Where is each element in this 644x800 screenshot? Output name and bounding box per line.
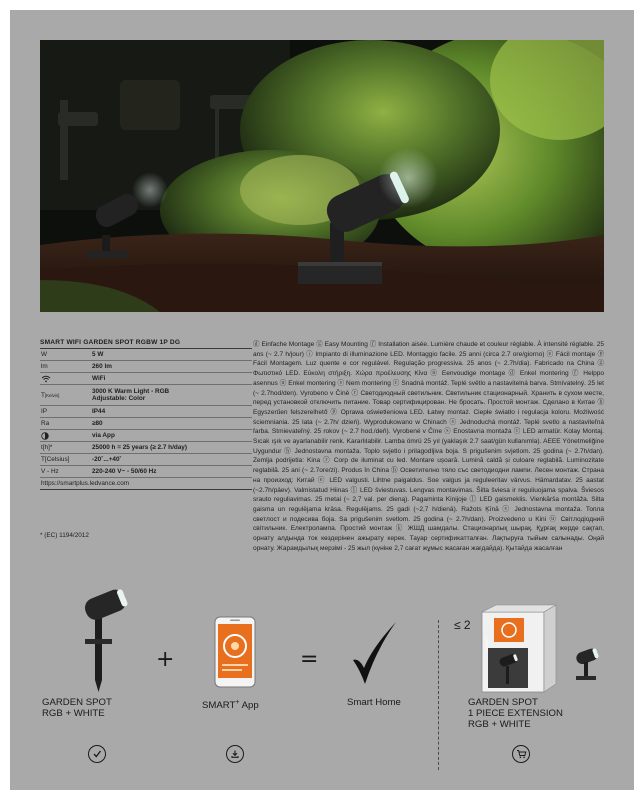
spec-value: IP44 xyxy=(92,407,106,415)
app-label: SMART+ App xyxy=(202,699,259,712)
multilingual-description: ⓓ Einfache Montage ⓖ Easy Mounting ⓕ Installation aisée. Lumière chaude et couleur réglable. À intensité réglable. 25 ans (~ 2.7 h/jour) ⓘ Impianto di illuminazione LED. Montaggio facile. 25 anni (circa 2.7 ore/giorno) ⓔ Fácil montaje ⓟ Fácil Montagem. Luz quente e cor regulável. Regulação progressiva. 25 anos (~ 2.7h/dia). Fabricado na China ⓖ Φωτιστικό LED. Εύκολη στήριξη. Χώρα προέλευσης Κίνα ⓝ Eenvoudige montage ⓓ Enkel montering ⓕ Helppo asennus ⓝ Enkel montering ⓢ Nem montering ⓒ Snadná montáž. Teplé světlo a nastavitelná barva. Stmívatelný. 25 let (~ 2.7hod/den). Vyrobeno v Číně ⓡ Светодиодный светильник. Светильник стационарный. Хранить в сухом месте, перед установкой отключить питание. Товар сертифицирован. Не бросать. Простой монтаж. Сделано в Китае ⓗ Egyszerűen felszerelhető ⓟ Oprawa oświetleniowa LED. Łatwy montaż. Ciepłe światło i regulacja koloru. Możliwość ściemniania. 25 lata (~ 2.7h/ dzień). Wyprodukowano w Chinach ⓢ Jednoduchá montáž. Teplé svetlo a nastaviteľná farba. Stmievateľný. 25 rokov (~ 2.7 hod./deň). Vyrobené v Číne ⓢ Enostavna montaža ⓣ LED armatür. Kolay Montaj. Sıcak ışık ve ayarlanabilir renk. Kararlılabilir. Lamba ömrü 25 yıl (yaklaşık 2.7 saat/gün kullanımla). AEEE Yönetmeliğine Uygundur ⓗ Jednostavna montaža. Toplo svjetlo i prilagodljiva boja. S prigušenim svjetlom. 25 godina (~ 2.7h/dan). Zemlja podrijetla: Kina ⓡ Corp de iluminat cu led. Montare ușoară. Lumină caldă și culoare reglabilă. Luminozitate reglabilă. 25 ani (~ 2.7ore/zi). Produs în China ⓑ Осветително тяло със светодиодни лампи. Лесен монтаж. Страна на произход: Китай ⓔ LED valgusti. Lihtne paigaldus. Soe valgus ja reguleeritav värvus. Hämardatav. 25 aastat (~2.7h/päev). Valmistatud Hiinas ⓛ LED šviestuvas. Lengvas montavimas. Šilta šviesa ir reguliuojama spalva. Šviesos srauto reguliavimas. 25 metai (~ 2,7 val. per dieną). Pagaminta Kinijoje ⓛ LED gaismeklis. Vienkārša montāža. Silta gaisma un regulējama krāsa. Regulējams. 25 gadi (~2,7 h/dienā). Ražots Ķīnā ⓢ Jednostavna montaža. Топла светлост и подесива боја. Sa prigušenim svetlom. 25 godina (~ 2.7h/dan). Proizvedeno u Kini ⓤ Світлодіодний світильник. Електролампа. Простий монтаж ⓚ ЖШД шамдалы. Стационарлық шырақ. Құрғақ жерде сақтап, орнату алдында ток көздерінен ажырату керек. Тауар сертификатталған. Лақтыруға тыйым салынады. Оңай орнату. Жарамдылық мерзімі - 25 жыл (күніне 2,7 сағат жұмыс жасаған жағдайда). Қытайда жасалған xyxy=(253,341,604,552)
spec-key: V - Hz xyxy=(41,468,59,475)
plus-sign: + xyxy=(156,647,175,672)
smart-home-label: Smart Home xyxy=(347,697,401,708)
spec-value: 220-240 V~ - 50/60 Hz xyxy=(92,467,157,475)
spec-row-lumen xyxy=(40,361,252,373)
spec-row-wifi xyxy=(40,373,252,385)
spec-row-lifetime xyxy=(40,442,252,454)
product-photo xyxy=(40,40,604,312)
spec-key: lm xyxy=(41,363,48,370)
spec-key: Ra xyxy=(41,420,50,427)
spec-value: via App xyxy=(92,431,115,439)
checkmark-icon xyxy=(88,745,106,763)
system-overview xyxy=(10,570,634,790)
garden-spot-label: GARDEN SPOT RGB + WHITE xyxy=(42,697,112,719)
spec-row-ip xyxy=(40,406,252,418)
download-icon xyxy=(226,745,244,763)
box-brand-label: SMART+ xyxy=(484,634,489,651)
spec-key: IP xyxy=(41,408,48,415)
spec-row-dimming xyxy=(40,430,252,442)
large-checkmark-icon xyxy=(350,618,400,688)
regulation-footnote: * (EC) 1194/2012 xyxy=(40,532,89,539)
cart-icon xyxy=(512,745,530,763)
spec-value: 5 W xyxy=(92,350,104,358)
spec-key: t[h]* xyxy=(41,444,53,451)
spec-value: 25000 h = 25 years (≥ 2.7 h/day) xyxy=(92,443,187,451)
extension-label: GARDEN SPOT 1 PIECE EXTENSION RGB + WHITE xyxy=(468,697,563,730)
dimmer-icon xyxy=(40,432,92,440)
spec-title: SMART WIFI GARDEN SPOT RGBW 1P DG xyxy=(40,339,252,349)
section-divider xyxy=(438,620,439,770)
spec-row-cri xyxy=(40,418,252,430)
spec-row-voltage xyxy=(40,466,252,478)
smartphone-illustration xyxy=(214,616,256,688)
equals-sign: = xyxy=(300,647,319,672)
spec-table xyxy=(40,339,252,490)
quantity-label: ≤ 2 xyxy=(454,618,471,632)
spec-key: T [Kelvin] xyxy=(41,391,60,399)
product-leaflet-page xyxy=(10,10,634,790)
garden-spot-illustration xyxy=(75,584,135,694)
spec-value: WiFi xyxy=(92,374,106,382)
spec-key: W xyxy=(41,351,48,358)
spec-value: 260 lm xyxy=(92,362,112,370)
spec-value: 3000 K Warm Light - RGB Adjustable: Color xyxy=(92,387,170,402)
extension-box-illustration xyxy=(480,604,560,694)
extension-spot-illustration xyxy=(570,644,606,684)
website-link[interactable]: https://smartplus.ledvance.com xyxy=(40,478,252,490)
spec-row-power xyxy=(40,349,252,361)
spec-value: -20˚...+40˚ xyxy=(92,455,122,463)
wifi-icon xyxy=(40,375,92,383)
spec-key: T[Celsius] xyxy=(41,456,70,463)
spec-row-temperature xyxy=(40,454,252,466)
spec-row-color-temp xyxy=(40,385,252,406)
spec-value: ≥80 xyxy=(92,419,103,427)
